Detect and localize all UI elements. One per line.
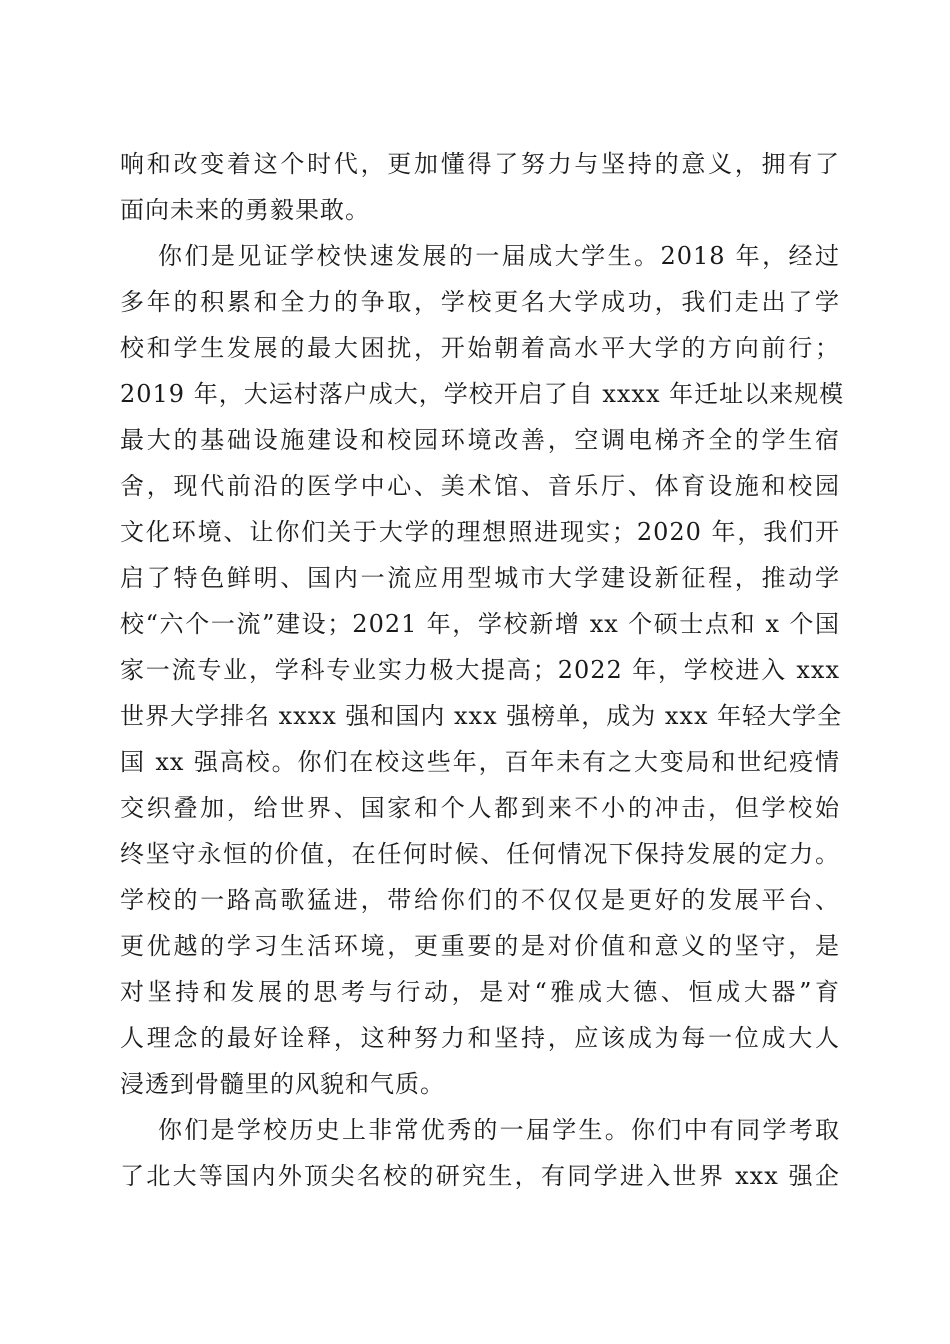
text-line: 国 xx 强高校。你们在校这些年，百年未有之大变局和世纪疫情: [120, 748, 840, 776]
body-text: [120, 141, 845, 1199]
text-line: 浸透到骨髓里的风貌和气质。: [120, 1070, 445, 1098]
text-line: 校“六个一流”建设；2021 年，学校新增 xx 个硕士点和 x 个国: [120, 610, 840, 638]
text-line: 交织叠加，给世界、国家和个人都到来不小的冲击，但学校始: [120, 794, 840, 822]
text-line: 多年的积累和全力的争取，学校更名大学成功，我们走出了学: [120, 288, 840, 316]
text-line: 家一流专业，学科专业实力极大提高；2022 年，学校进入 xxx: [120, 656, 840, 684]
text-line: 世界大学排名 xxxx 强和国内 xxx 强榜单，成为 xxx 年轻大学全: [120, 702, 843, 730]
text-line: 终坚守永恒的价值，在任何时候、任何情况下保持发展的定力。: [120, 840, 840, 868]
text-line: 你们是学校历史上非常优秀的一届学生。你们中有同学考取: [158, 1116, 840, 1144]
text-line: 了北大等国内外顶尖名校的研究生，有同学进入世界 xxx 强企: [120, 1162, 840, 1190]
text-line: 2019 年，大运村落户成大，学校开启了自 xxxx 年迁址以来规模: [120, 380, 845, 408]
text-line: 文化环境、让你们关于大学的理想照进现实；2020 年，我们开: [120, 518, 840, 546]
text-line: 对坚持和发展的思考与行动，是对“雅成大德、恒成大器”育: [120, 978, 840, 1006]
text-line: 响和改变着这个时代，更加懂得了努力与坚持的意义，拥有了: [120, 150, 840, 178]
text-line: 面向未来的勇毅果敢。: [120, 196, 370, 224]
text-line: 启了特色鲜明、国内一流应用型城市大学建设新征程，推动学: [120, 564, 840, 592]
text-line: 舍，现代前沿的医学中心、美术馆、音乐厅、体育设施和校园: [120, 472, 840, 500]
text-line: 你们是见证学校快速发展的一届成大学生。2018 年，经过: [158, 242, 840, 270]
text-line: 最大的基础设施建设和校园环境改善，空调电梯齐全的学生宿: [120, 426, 840, 454]
text-line: 学校的一路高歌猛进，带给你们的不仅仅是更好的发展平台、: [120, 886, 840, 914]
text-line: 更优越的学习生活环境，更重要的是对价值和意义的坚守，是: [120, 932, 840, 960]
text-line: 人理念的最好诠释，这种努力和坚持，应该成为每一位成大人: [120, 1024, 840, 1052]
text-line: 校和学生发展的最大困扰，开始朝着高水平大学的方向前行；: [120, 334, 840, 362]
